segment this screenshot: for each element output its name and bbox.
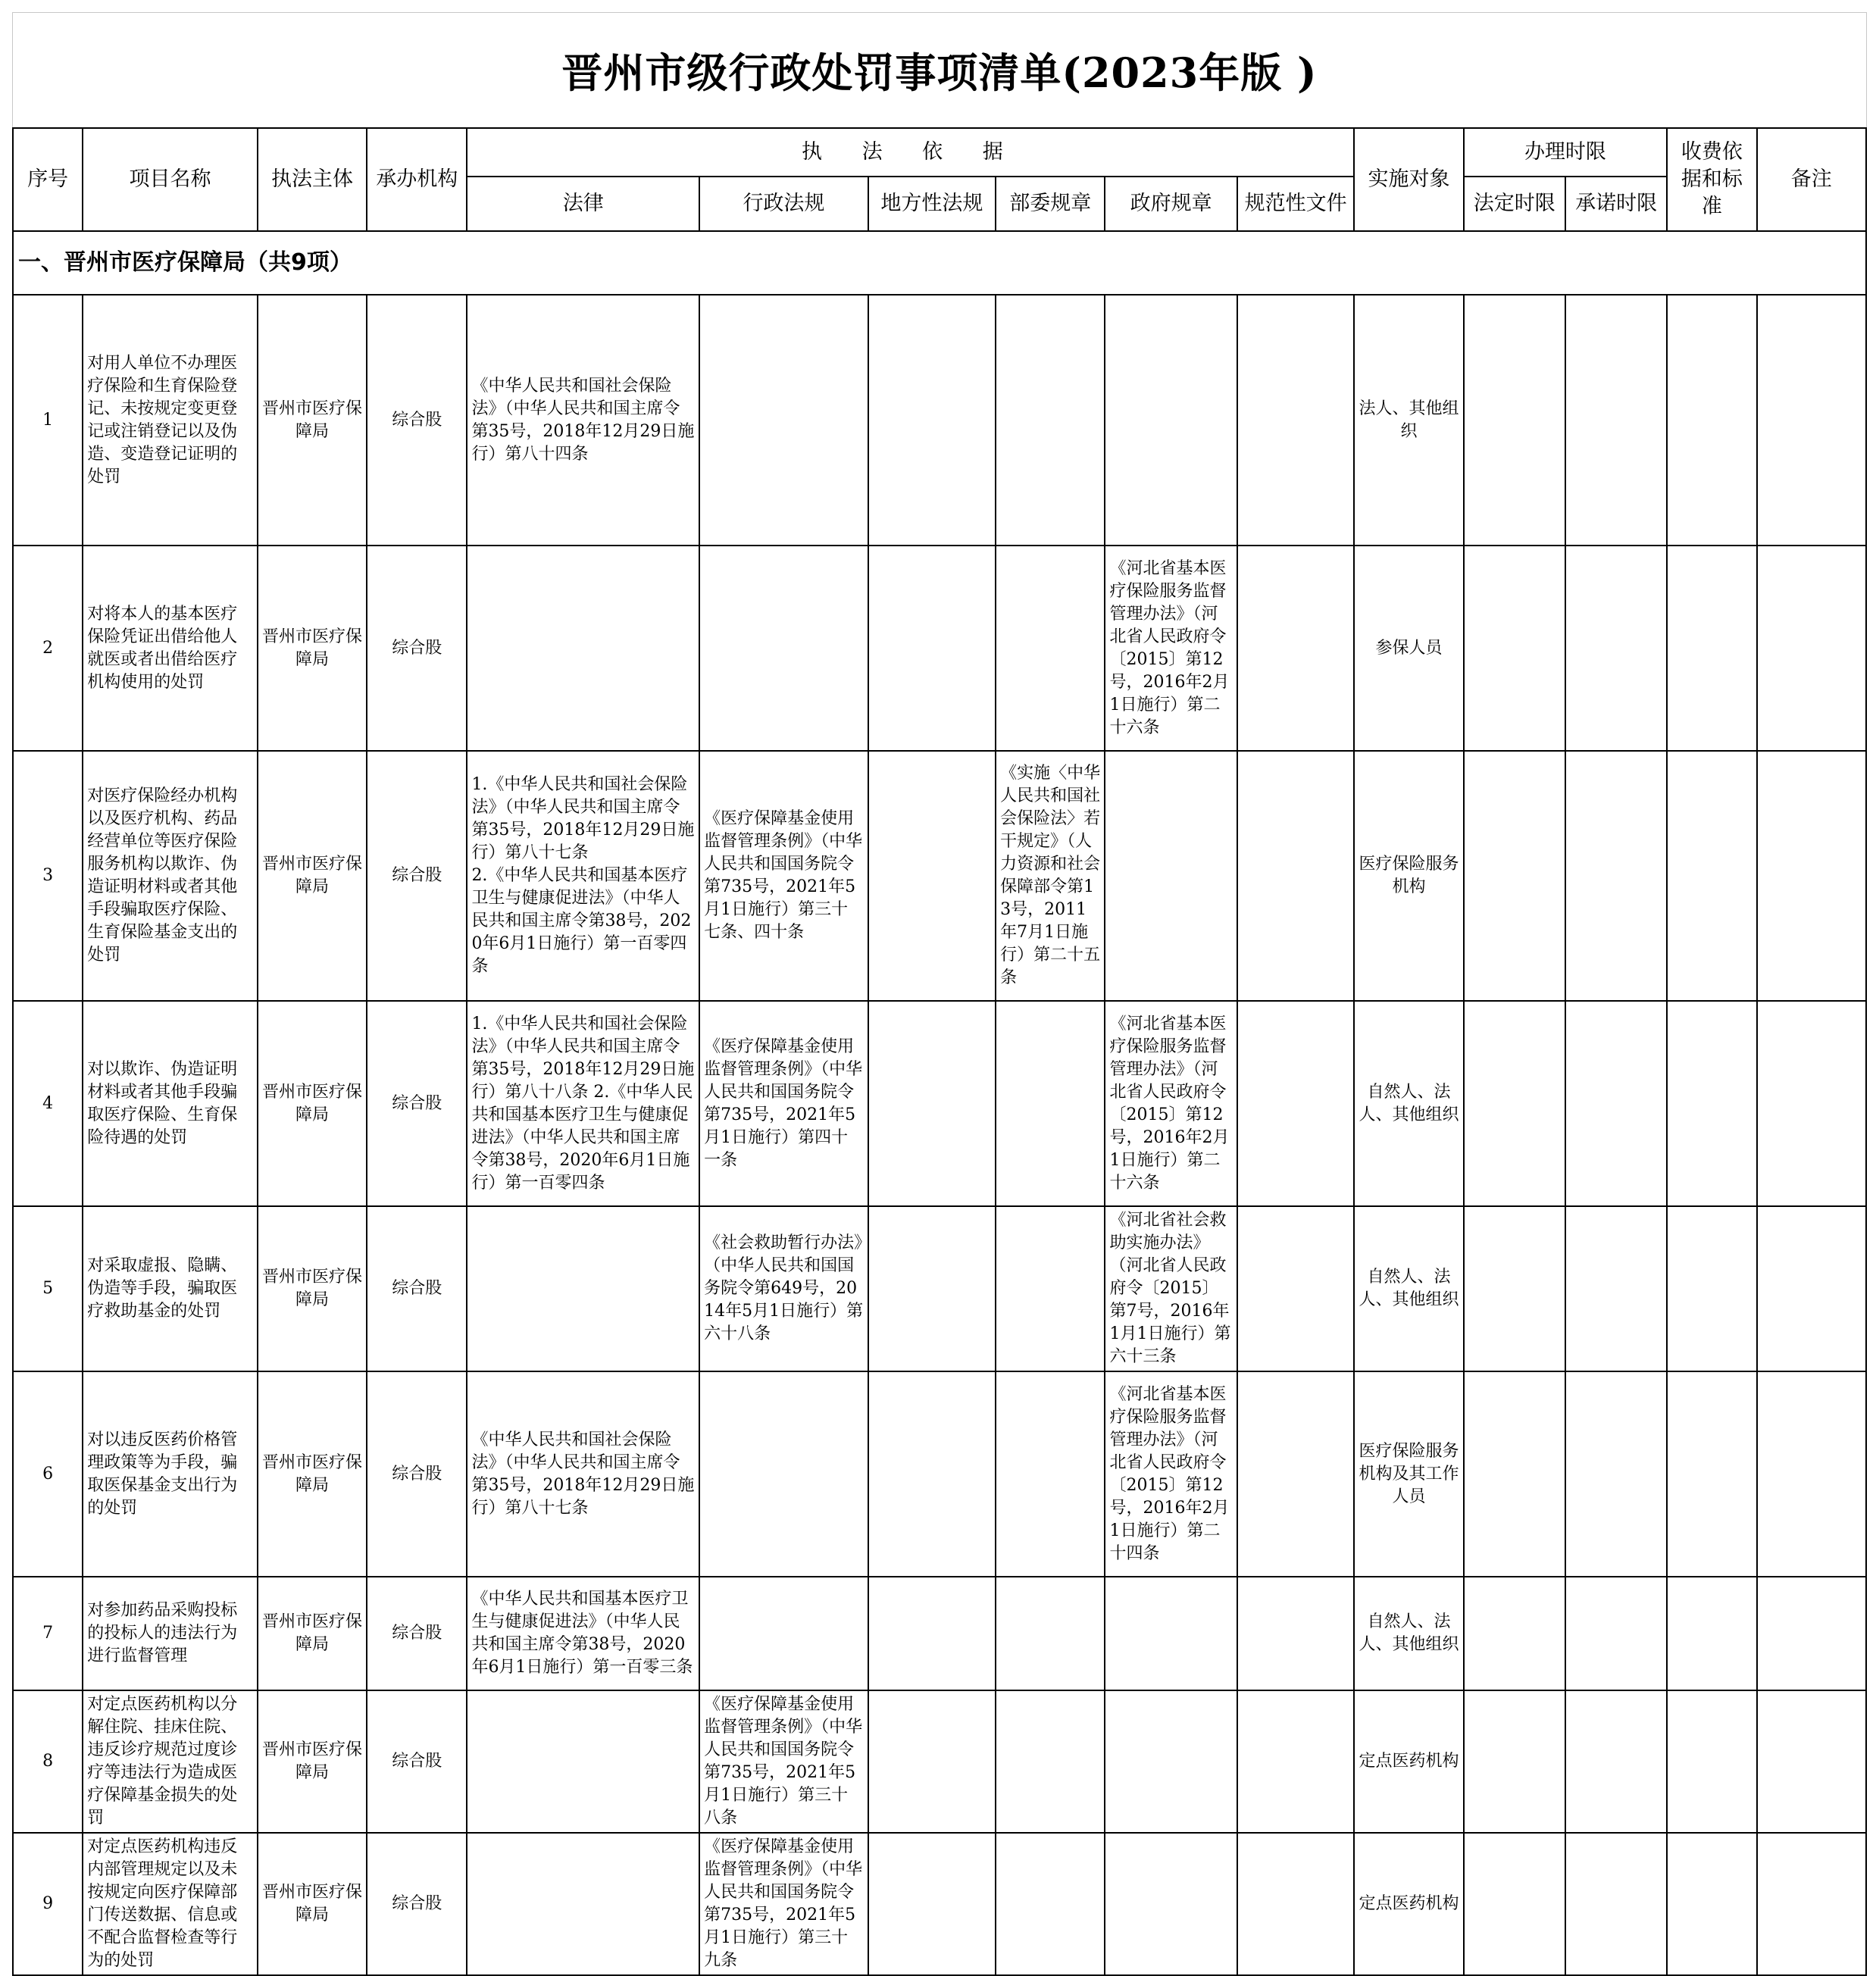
cell-dept-rule [996, 1206, 1105, 1371]
cell-fee [1667, 1690, 1756, 1833]
cell-gov-rule: 《河北省基本医疗保险服务监督管理办法》（河北省人民政府令〔2015〕第12号，2016年2月1日施行）第二十四条 [1105, 1371, 1237, 1577]
cell-name: 对定点医药机构以分解住院、挂床住院、违反诊疗规范过度诊疗等违法行为造成医疗保障基金损失的处罚 [83, 1690, 258, 1833]
cell-subject: 晋州市医疗保障局 [258, 546, 367, 751]
section-title: 一、晋州市医疗保障局（共9项） [13, 231, 1866, 295]
table-row [13, 1001, 1866, 1206]
title-area [12, 12, 1867, 127]
cell-admin-reg [699, 1371, 868, 1577]
header-dept-rule: 部委规章 [996, 177, 1105, 231]
cell-subject: 晋州市医疗保障局 [258, 1206, 367, 1371]
cell-dept-rule [996, 295, 1105, 546]
cell-local-reg [868, 1577, 996, 1690]
header-basis: 执 法 依 据 [467, 128, 1354, 177]
cell-legal-time [1464, 1001, 1565, 1206]
cell-target: 定点医药机构 [1354, 1833, 1463, 1975]
header-legal-time: 法定时限 [1464, 177, 1565, 231]
cell-norm-doc [1237, 1206, 1354, 1371]
cell-norm-doc [1237, 546, 1354, 751]
cell-law: 1.《中华人民共和国社会保险法》（中华人民共和国主席令第35号，2018年12月29日施行）第八十七条 2.《中华人民共和国基本医疗卫生与健康促进法》（中华人民共和国主席令第38号，2020年6月1日施行）第一百零四条 [467, 751, 699, 1001]
cell-target: 自然人、法人、其他组织 [1354, 1206, 1463, 1371]
cell-gov-rule: 《河北省基本医疗保险服务监督管理办法》（河北省人民政府令〔2015〕第12号，2016年2月1日施行）第二十六条 [1105, 1001, 1237, 1206]
cell-org: 综合股 [367, 1690, 467, 1833]
cell-seq: 9 [13, 1833, 83, 1975]
cell-remark [1757, 1577, 1866, 1690]
header-gov-rule: 政府规章 [1105, 177, 1237, 231]
cell-org: 综合股 [367, 751, 467, 1001]
cell-remark [1757, 1001, 1866, 1206]
cell-admin-reg: 《医疗保障基金使用监督管理条例》（中华人民共和国国务院令第735号，2021年5月1日施行）第三十八条 [699, 1690, 868, 1833]
cell-name: 对参加药品采购投标的投标人的违法行为进行监督管理 [83, 1577, 258, 1690]
cell-seq: 1 [13, 295, 83, 546]
cell-org: 综合股 [367, 1001, 467, 1206]
cell-seq: 4 [13, 1001, 83, 1206]
cell-law [467, 1690, 699, 1833]
page-title: 晋州市级行政处罚事项清单(2023年版 ) [561, 48, 1318, 97]
cell-gov-rule: 《河北省社会救助实施办法》（河北省人民政府令〔2015〕第7号，2016年1月1日施行）第六十三条 [1105, 1206, 1237, 1371]
header-target: 实施对象 [1354, 128, 1463, 231]
cell-target: 医疗保险服务机构及其工作人员 [1354, 1371, 1463, 1577]
cell-gov-rule [1105, 1833, 1237, 1975]
table-row [13, 1690, 1866, 1833]
cell-promise-time [1565, 546, 1667, 751]
penalty-table [12, 127, 1867, 1976]
cell-name: 对用人单位不办理医疗保险和生育保险登记、未按规定变更登记或注销登记以及伪造、变造登记证明的处罚 [83, 295, 258, 546]
cell-legal-time [1464, 1833, 1565, 1975]
cell-gov-rule [1105, 1690, 1237, 1833]
cell-local-reg [868, 1690, 996, 1833]
cell-norm-doc [1237, 295, 1354, 546]
cell-admin-reg [699, 546, 868, 751]
cell-target: 参保人员 [1354, 546, 1463, 751]
header-name: 项目名称 [83, 128, 258, 231]
cell-local-reg [868, 546, 996, 751]
cell-name: 对定点医药机构违反内部管理规定以及未按规定向医疗保障部门传送数据、信息或不配合监督检查等行为的处罚 [83, 1833, 258, 1975]
header-law: 法律 [467, 177, 699, 231]
document-sheet [12, 12, 1867, 1976]
header-subject: 执法主体 [258, 128, 367, 231]
table-row [13, 295, 1866, 546]
cell-subject: 晋州市医疗保障局 [258, 1001, 367, 1206]
cell-law: 《中华人民共和国基本医疗卫生与健康促进法》（中华人民共和国主席令第38号，2020年6月1日施行）第一百零三条 [467, 1577, 699, 1690]
cell-name: 对采取虚报、隐瞒、伪造等手段，骗取医疗救助基金的处罚 [83, 1206, 258, 1371]
header-fee: 收费依据和标准 [1667, 128, 1756, 231]
cell-promise-time [1565, 295, 1667, 546]
cell-promise-time [1565, 1206, 1667, 1371]
cell-name: 对将本人的基本医疗保险凭证出借给他人就医或者出借给医疗机构使用的处罚 [83, 546, 258, 751]
header-time-limit: 办理时限 [1464, 128, 1668, 177]
cell-remark [1757, 295, 1866, 546]
cell-promise-time [1565, 1577, 1667, 1690]
cell-admin-reg: 《医疗保障基金使用监督管理条例》（中华人民共和国国务院令第735号，2021年5月1日施行）第三十七条、四十条 [699, 751, 868, 1001]
cell-fee [1667, 1577, 1756, 1690]
cell-norm-doc [1237, 1833, 1354, 1975]
header-local-reg: 地方性法规 [868, 177, 996, 231]
header-norm-doc: 规范性文件 [1237, 177, 1354, 231]
cell-norm-doc [1237, 1577, 1354, 1690]
cell-legal-time [1464, 751, 1565, 1001]
cell-target: 自然人、法人、其他组织 [1354, 1001, 1463, 1206]
cell-law: 《中华人民共和国社会保险法》（中华人民共和国主席令第35号，2018年12月29日施行）第八十四条 [467, 295, 699, 546]
cell-org: 综合股 [367, 1206, 467, 1371]
cell-admin-reg: 《医疗保障基金使用监督管理条例》（中华人民共和国国务院令第735号，2021年5月1日施行）第三十九条 [699, 1833, 868, 1975]
header-remark: 备注 [1757, 128, 1866, 231]
cell-admin-reg: 《医疗保障基金使用监督管理条例》（中华人民共和国国务院令第735号，2021年5月1日施行）第四十一条 [699, 1001, 868, 1206]
cell-seq: 6 [13, 1371, 83, 1577]
section-row [13, 231, 1866, 295]
cell-law [467, 1206, 699, 1371]
header-seq: 序号 [13, 128, 83, 231]
cell-dept-rule [996, 1371, 1105, 1577]
cell-promise-time [1565, 1833, 1667, 1975]
cell-fee [1667, 295, 1756, 546]
cell-law [467, 1833, 699, 1975]
cell-local-reg [868, 1833, 996, 1975]
cell-subject: 晋州市医疗保障局 [258, 1371, 367, 1577]
cell-norm-doc [1237, 751, 1354, 1001]
cell-org: 综合股 [367, 295, 467, 546]
cell-norm-doc [1237, 1001, 1354, 1206]
table-row [13, 1833, 1866, 1975]
cell-remark [1757, 751, 1866, 1001]
cell-remark [1757, 1690, 1866, 1833]
cell-remark [1757, 546, 1866, 751]
cell-gov-rule [1105, 751, 1237, 1001]
cell-org: 综合股 [367, 546, 467, 751]
cell-norm-doc [1237, 1690, 1354, 1833]
cell-admin-reg [699, 295, 868, 546]
table-row [13, 1371, 1866, 1577]
cell-legal-time [1464, 1371, 1565, 1577]
cell-local-reg [868, 1001, 996, 1206]
cell-gov-rule [1105, 295, 1237, 546]
cell-law: 《中华人民共和国社会保险法》（中华人民共和国主席令第35号，2018年12月29日施行）第八十七条 [467, 1371, 699, 1577]
table-row [13, 751, 1866, 1001]
cell-admin-reg [699, 1577, 868, 1690]
cell-norm-doc [1237, 1371, 1354, 1577]
cell-org: 综合股 [367, 1577, 467, 1690]
header-org: 承办机构 [367, 128, 467, 231]
cell-dept-rule [996, 1577, 1105, 1690]
cell-local-reg [868, 1206, 996, 1371]
table-row [13, 1206, 1866, 1371]
cell-promise-time [1565, 1001, 1667, 1206]
cell-promise-time [1565, 1690, 1667, 1833]
cell-name: 对以欺诈、伪造证明材料或者其他手段骗取医疗保险、生育保险待遇的处罚 [83, 1001, 258, 1206]
cell-gov-rule: 《河北省基本医疗保险服务监督管理办法》（河北省人民政府令〔2015〕第12号，2016年2月1日施行）第二十六条 [1105, 546, 1237, 751]
cell-local-reg [868, 295, 996, 546]
cell-local-reg [868, 751, 996, 1001]
cell-target: 自然人、法人、其他组织 [1354, 1577, 1463, 1690]
cell-legal-time [1464, 1206, 1565, 1371]
cell-fee [1667, 1371, 1756, 1577]
table-row [13, 546, 1866, 751]
cell-local-reg [868, 1371, 996, 1577]
cell-subject: 晋州市医疗保障局 [258, 751, 367, 1001]
cell-subject: 晋州市医疗保障局 [258, 1833, 367, 1975]
cell-legal-time [1464, 1577, 1565, 1690]
cell-promise-time [1565, 751, 1667, 1001]
cell-remark [1757, 1833, 1866, 1975]
cell-fee [1667, 546, 1756, 751]
cell-org: 综合股 [367, 1833, 467, 1975]
cell-subject: 晋州市医疗保障局 [258, 295, 367, 546]
cell-seq: 8 [13, 1690, 83, 1833]
cell-seq: 3 [13, 751, 83, 1001]
cell-target: 法人、其他组织 [1354, 295, 1463, 546]
cell-target: 医疗保险服务机构 [1354, 751, 1463, 1001]
cell-seq: 7 [13, 1577, 83, 1690]
header-row-1 [13, 128, 1866, 177]
cell-law: 1.《中华人民共和国社会保险法》（中华人民共和国主席令第35号，2018年12月29日施行）第八十八条 2.《中华人民共和国基本医疗卫生与健康促进法》（中华人民共和国主席令第38号，2020年6月1日施行）第一百零四条 [467, 1001, 699, 1206]
cell-dept-rule [996, 1001, 1105, 1206]
cell-subject: 晋州市医疗保障局 [258, 1577, 367, 1690]
cell-admin-reg: 《社会救助暂行办法》（中华人民共和国国务院令第649号，2014年5月1日施行）第六十八条 [699, 1206, 868, 1371]
cell-seq: 5 [13, 1206, 83, 1371]
header-admin-reg: 行政法规 [699, 177, 868, 231]
cell-fee [1667, 1833, 1756, 1975]
cell-dept-rule [996, 1833, 1105, 1975]
cell-org: 综合股 [367, 1371, 467, 1577]
cell-legal-time [1464, 546, 1565, 751]
cell-target: 定点医药机构 [1354, 1690, 1463, 1833]
cell-legal-time [1464, 295, 1565, 546]
cell-remark [1757, 1206, 1866, 1371]
table-row [13, 1577, 1866, 1690]
cell-legal-time [1464, 1690, 1565, 1833]
header-promise-time: 承诺时限 [1565, 177, 1667, 231]
cell-fee [1667, 1001, 1756, 1206]
cell-dept-rule: 《实施〈中华人民共和国社会保险法〉若干规定》（人力资源和社会保障部令第13号，2011年7月1日施行）第二十五条 [996, 751, 1105, 1001]
cell-fee [1667, 751, 1756, 1001]
cell-name: 对医疗保险经办机构以及医疗机构、药品经营单位等医疗保险服务机构以欺诈、伪造证明材料或者其他手段骗取医疗保险、生育保险基金支出的处罚 [83, 751, 258, 1001]
cell-subject: 晋州市医疗保障局 [258, 1690, 367, 1833]
cell-dept-rule [996, 1690, 1105, 1833]
cell-dept-rule [996, 546, 1105, 751]
cell-fee [1667, 1206, 1756, 1371]
cell-name: 对以违反医药价格管理政策等为手段，骗取医保基金支出行为的处罚 [83, 1371, 258, 1577]
cell-seq: 2 [13, 546, 83, 751]
cell-law [467, 546, 699, 751]
cell-gov-rule [1105, 1577, 1237, 1690]
cell-remark [1757, 1371, 1866, 1577]
cell-promise-time [1565, 1371, 1667, 1577]
